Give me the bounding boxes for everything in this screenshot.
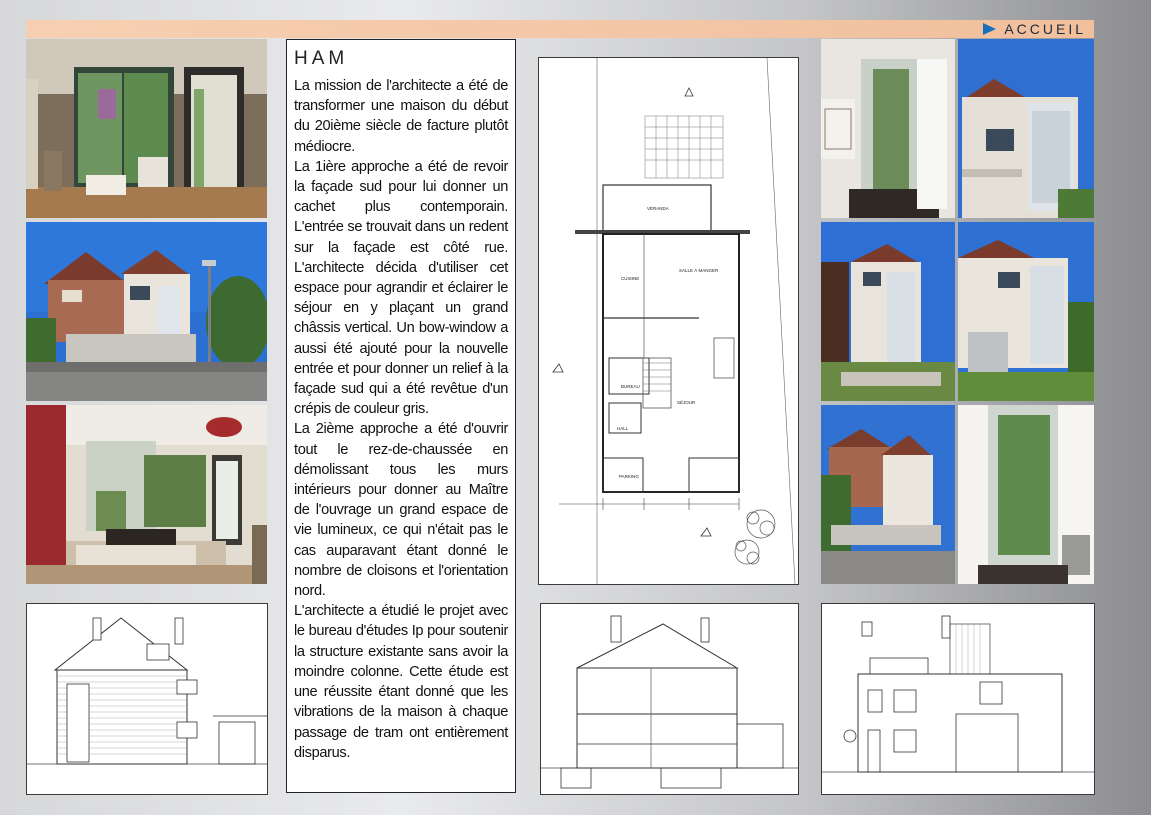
floor-plan-drawing[interactable] <box>538 57 799 585</box>
plan-room-label: CUISINE <box>621 276 640 281</box>
description-paragraph: La 1ière approche a été de revoir la façade sud pour lui donner un cachet plus contemporain. L'entrée se trouvait dans un redent sur la façade est côté rue. L'architecte décida d'utiliser cet espace pour agrandir et éclairer le séjour en y plaçant un grand châssis vertical. Un bow-window a aussi été ajouté pour la nouvelle entrée et pour donner un relief à la façade sud qui a été revêtue d'un crépis de couleur gris. <box>294 158 508 418</box>
description-paragraph: L'architecte a étudié le projet avec le bureau d'études Ip pour soutenir la structure existante sans avoir la moindre colonne. Cette étude est une réussite étant donné que les vibrations de la maison à chaque passage de tram ont entièrement disparus. <box>294 603 508 761</box>
photo-south-facade-bow-window[interactable] <box>958 39 1094 218</box>
section-drawing[interactable] <box>540 603 799 795</box>
photo-veranda-interior[interactable] <box>26 39 267 218</box>
photo-house-side-view[interactable] <box>821 405 955 584</box>
home-link[interactable] <box>983 20 1086 38</box>
project-title: HAM <box>294 48 349 69</box>
photo-vertical-window-interior[interactable] <box>958 405 1094 584</box>
plan-room-label: SALLE À MANGER <box>679 268 719 273</box>
plan-room-label: VÉRANDA <box>647 206 669 211</box>
photo-living-room[interactable] <box>26 405 267 584</box>
plan-room-label: PARKING <box>619 474 639 479</box>
elevation-drawing-side[interactable] <box>26 603 268 795</box>
photo-interior-window[interactable] <box>821 39 955 218</box>
plan-room-label: BUREAU <box>621 384 640 389</box>
description-paragraph: La mission de l'architecte a été de transformer une maison du début du 20ième siècle de facture plutôt médiocre. <box>294 78 508 155</box>
photo-house-garden[interactable] <box>821 222 955 401</box>
play-arrow-icon <box>983 23 996 35</box>
home-link-label: ACCUEIL <box>1004 21 1086 37</box>
project-description <box>286 39 516 793</box>
plan-room-label: HALL <box>617 426 629 431</box>
plan-room-label: SÉJOUR <box>677 400 696 405</box>
photo-house-gate[interactable] <box>958 222 1094 401</box>
photo-house-street-view[interactable] <box>26 222 267 401</box>
top-banner <box>26 20 1094 38</box>
elevation-drawing-rear[interactable] <box>821 603 1095 795</box>
description-paragraph: La 2ième approche a été d'ouvrir tout le rez-de-chaussée en démolissant tous les murs intérieurs pour donner au Maître de l'ouvrage un grand espace de vie lumineux, ce qui n'était pas le cas auparavant étant donné le nombre de cloisons et l'orientation nord. <box>294 421 508 600</box>
